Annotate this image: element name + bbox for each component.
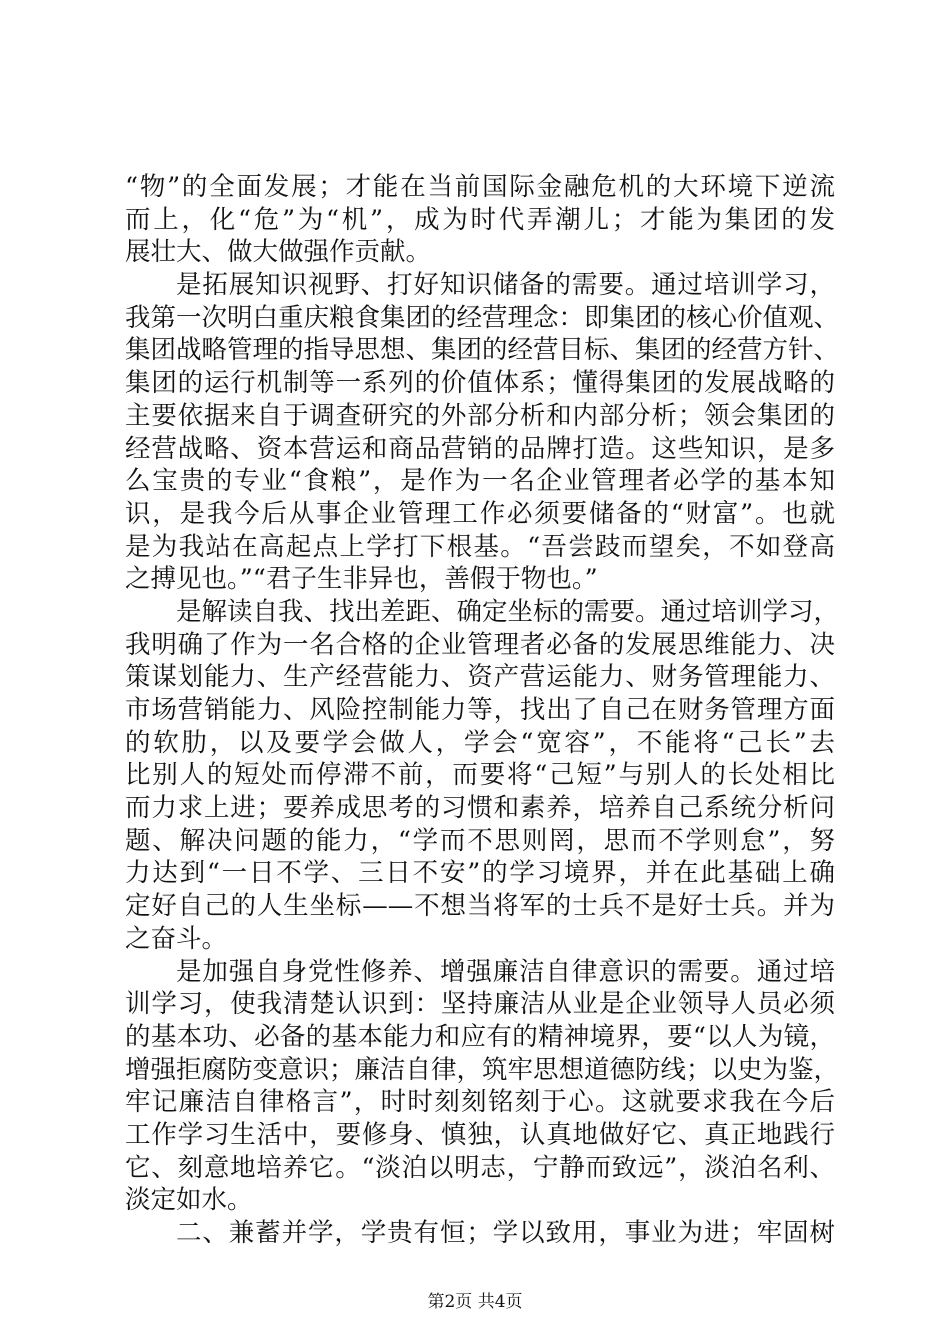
text-line: 牢记廉洁自律格言”，时时刻刻铭刻于心。这就要求我在今后: [125, 1087, 835, 1118]
paragraph-start-line: 是解读自我、找出差距、确定坐标的需要。通过培训学习，: [176, 596, 840, 627]
text-line: 我第一次明白重庆粮食集团的经营理念：即集团的核心价值观、: [125, 302, 840, 333]
text-line: 么宝贵的专业“食粮”，是作为一名企业管理者必学的基本知: [125, 466, 835, 497]
text-line: 识，是我今后从事企业管理工作必须要储备的“财富”。也就: [125, 498, 835, 529]
text-line: 比别人的短处而停滞不前，而要将“己短”与别人的长处相比: [125, 760, 835, 791]
document-body: [125, 171, 840, 1250]
text-line: 定好自己的人生坐标——不想当将军的士兵不是好士兵。并为: [125, 891, 835, 922]
text-line: 而力求上进；要养成思考的习惯和素养，培养自己系统分析问: [125, 793, 835, 824]
text-line: 力达到“一日不学、三日不安”的学习境界，并在此基础上确: [125, 858, 835, 889]
text-line: 集团战略管理的指导思想、集团的经营目标、集团的经营方针、: [125, 335, 840, 366]
text-line: 淡定如水。: [125, 1185, 253, 1216]
text-line: 我明确了作为一名合格的企业管理者必备的发展思维能力、决: [125, 629, 835, 660]
text-line: 增强拒腐防变意识；廉洁自律，筑牢思想道德防线；以史为鉴，: [125, 1054, 840, 1085]
text-line: 之搏见也。”“君子生非异也，善假于物也。”: [125, 564, 598, 595]
text-line: 工作学习生活中，要修身、慎独，认真地做好它、真正地践行: [125, 1119, 835, 1150]
text-line: “物”的全面发展；才能在当前国际金融危机的大环境下逆流: [125, 172, 835, 202]
text-line: 市场营销能力、风险控制能力等，找出了自己在财务管理方面: [125, 695, 835, 725]
page-number-footer: 第2页 共4页: [427, 1292, 523, 1312]
text-line: 展壮大、做大做强作贡献。: [125, 237, 432, 268]
text-line: 训学习，使我清楚认识到：坚持廉洁从业是企业领导人员必须: [125, 989, 835, 1020]
text-line: 题、解决问题的能力，“学而不思则罔，思而不学则怠”，努: [125, 825, 835, 856]
text-line: 是为我站在高起点上学打下根基。“吾尝跂而望矣，不如登高: [125, 531, 835, 562]
paragraph-start-line: 是加强自身党性修养、增强廉洁自律意识的需要。通过培: [176, 956, 835, 987]
text-line: 之奋斗。: [125, 923, 228, 954]
text-line: 经营战略、资本营运和商品营销的品牌打造。这些知识，是多: [125, 433, 835, 464]
text-line: 策谋划能力、生产经营能力、资产营运能力、财务管理能力、: [125, 662, 835, 693]
paragraph-start-line: 是拓展知识视野、打好知识储备的需要。通过培训学习，: [176, 270, 835, 301]
text-line: 的基本功、必备的基本能力和应有的精神境界，要“以人为镜，: [125, 1021, 835, 1052]
text-line: 而上，化“危”为“机”，成为时代弄潮儿；才能为集团的发: [125, 204, 835, 235]
text-line: 主要依据来自于调查研究的外部分析和内部分析；领会集团的: [125, 400, 835, 431]
paragraph-start-line: 二、兼蓄并学，学贵有恒；学以致用，事业为进；牢固树: [176, 1218, 835, 1248]
text-line: 它、刻意地培养它。“淡泊以明志，宁静而致远”，淡泊名利、: [125, 1152, 835, 1183]
text-line: 集团的运行机制等一系列的价值体系；懂得集团的发展战略的: [125, 368, 835, 399]
text-line: 的软肋，以及要学会做人，学会“宽容”，不能将“己长”去: [125, 727, 835, 758]
